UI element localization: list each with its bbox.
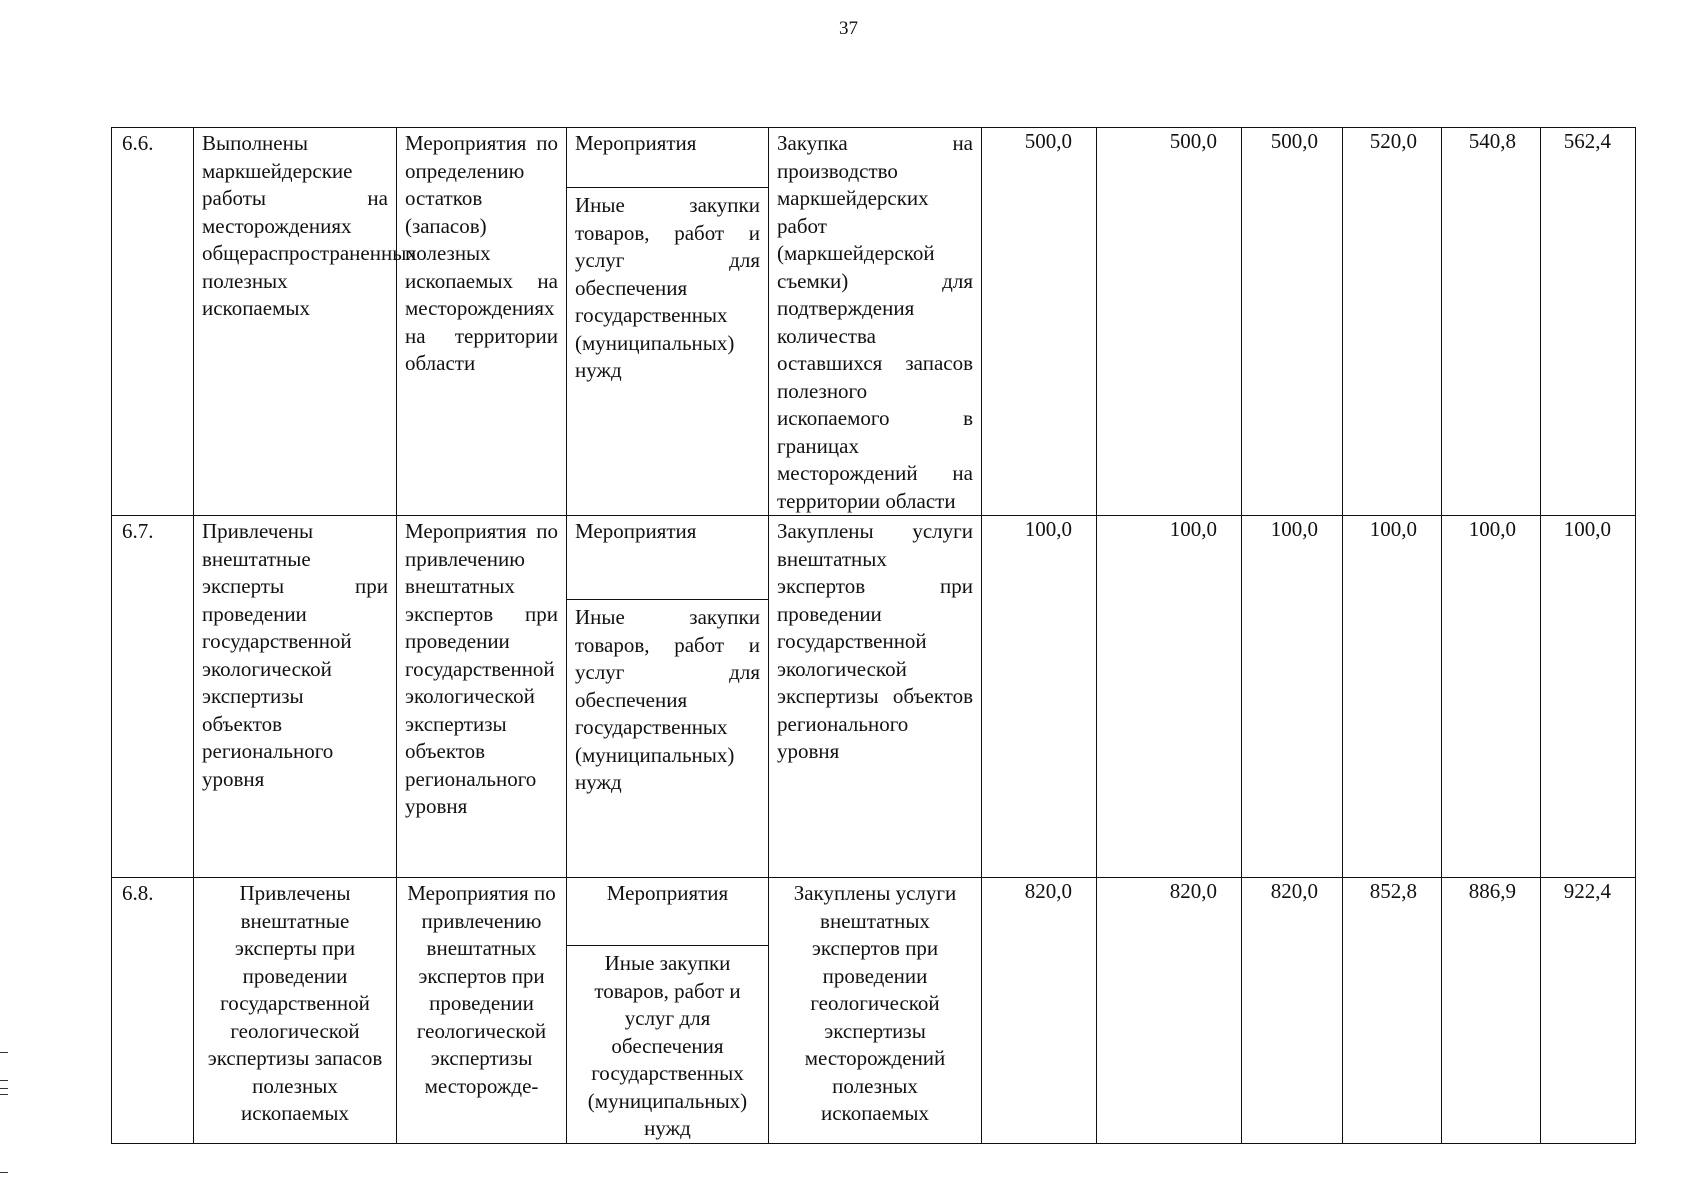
table-row bbox=[112, 128, 1636, 516]
expense-type-top: Мероприятия bbox=[567, 128, 768, 188]
expense-type-cell bbox=[567, 516, 769, 878]
value-cell: 100,0 bbox=[1343, 516, 1442, 878]
value-cell: 820,0 bbox=[1097, 878, 1242, 1144]
expense-type-cell bbox=[567, 878, 769, 1144]
table-row bbox=[112, 516, 1636, 878]
value-cell: 100,0 bbox=[1541, 516, 1636, 878]
value-cell: 520,0 bbox=[1343, 128, 1442, 516]
result-cell: Привлечены внештатные эксперты при проведении государственной геологической экспертизы запасов полезных ископаемых bbox=[194, 878, 397, 1144]
purchase-cell: Закуплены услуги внештатных экспертов при проведении геологической экспертизы месторождений полезных ископаемых bbox=[769, 878, 982, 1144]
measure-cell: Мероприятия по привлечению внештатных экспертов при проведении государственной экологической экспертизы объектов регионального уровня bbox=[397, 516, 567, 878]
margin-mark bbox=[0, 1052, 8, 1053]
value-cell: 500,0 bbox=[1242, 128, 1343, 516]
value-cell: 540,8 bbox=[1442, 128, 1541, 516]
expense-type-bottom: Иные закупки товаров, работ и услуг для обеспечения государственных (муниципальных) нужд bbox=[575, 193, 760, 382]
value-cell: 100,0 bbox=[1097, 516, 1242, 878]
value-cell: 500,0 bbox=[982, 128, 1097, 516]
table-row bbox=[112, 878, 1636, 1144]
program-table bbox=[111, 127, 1636, 1144]
measure-cell: Мероприятия по определению остатков (запасов) полезных ископаемых на месторождениях на территории области bbox=[397, 128, 567, 516]
row-number: 6.6. bbox=[112, 128, 194, 516]
expense-type-cell bbox=[567, 128, 769, 516]
value-cell: 562,4 bbox=[1541, 128, 1636, 516]
value-cell: 100,0 bbox=[982, 516, 1097, 878]
expense-type-bottom: Иные закупки товаров, работ и услуг для обеспечения государственных (муниципальных) нужд bbox=[587, 951, 748, 1140]
margin-mark bbox=[0, 1088, 8, 1089]
purchase-cell: Закупка на производство маркшейдерских работ (маркшейдерской съемки) для подтверждения количества оставшихся запасов полезного ископаемого в границах месторождений на территории области bbox=[769, 128, 982, 516]
margin-mark bbox=[0, 1172, 8, 1173]
value-cell: 886,9 bbox=[1442, 878, 1541, 1144]
row-number: 6.7. bbox=[112, 516, 194, 878]
value-cell: 820,0 bbox=[982, 878, 1097, 1144]
value-cell: 922,4 bbox=[1541, 878, 1636, 1144]
margin-mark bbox=[0, 1094, 8, 1095]
value-cell: 500,0 bbox=[1097, 128, 1242, 516]
value-cell: 100,0 bbox=[1242, 516, 1343, 878]
page-number: 37 bbox=[839, 18, 858, 39]
value-cell: 100,0 bbox=[1442, 516, 1541, 878]
result-cell: Выполнены маркшейдерские работы на месторождениях общераспространенных полезных ископаемых bbox=[194, 128, 397, 516]
expense-type-bottom: Иные закупки товаров, работ и услуг для обеспечения государственных (муниципальных) нужд bbox=[575, 605, 760, 794]
expense-type-top: Мероприятия bbox=[567, 878, 768, 946]
measure-cell: Мероприятия по привлечению внештатных экспертов при проведении геологической экспертизы месторожде- bbox=[397, 878, 567, 1144]
value-cell: 820,0 bbox=[1242, 878, 1343, 1144]
row-number: 6.8. bbox=[112, 878, 194, 1144]
purchase-cell: Закуплены услуги внештатных экспертов при проведении государственной экологической экспертизы объектов регионального уровня bbox=[769, 516, 982, 878]
value-cell: 852,8 bbox=[1343, 878, 1442, 1144]
margin-mark bbox=[0, 1080, 8, 1081]
result-cell: Привлечены внештатные эксперты при проведении государственной экологической экспертизы объектов регионального уровня bbox=[194, 516, 397, 878]
expense-type-top: Мероприятия bbox=[567, 516, 768, 600]
